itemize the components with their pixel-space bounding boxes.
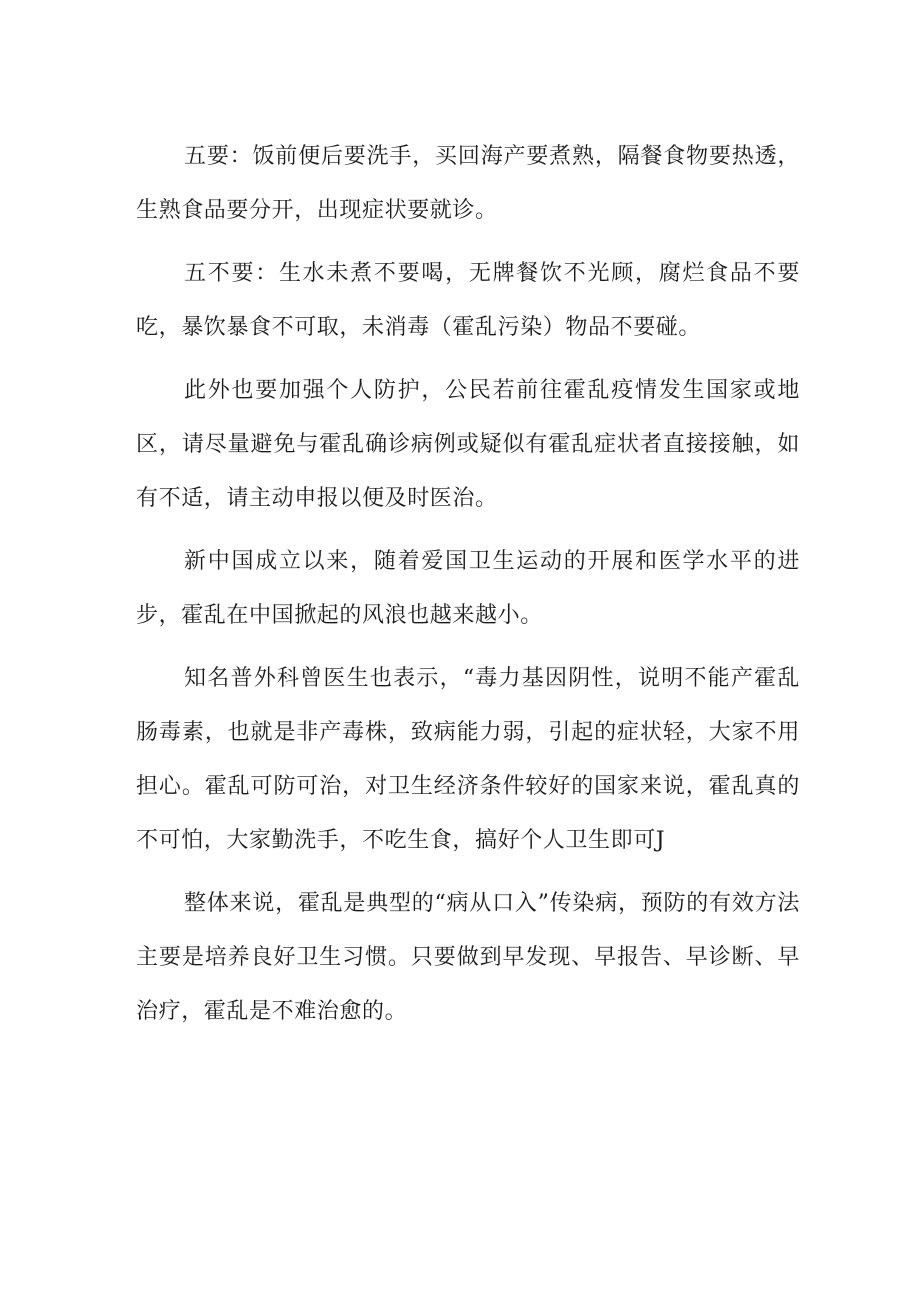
paragraph-five-dos: 五要：饭前便后要洗手，买回海产要煮熟，隔餐食物要热透，生熟食品要分开，出现症状要就诊。	[136, 144, 800, 223]
paragraph-doctor-quote: 知名普外科曾医生也表示，“毒力基因阴性，说明不能产霍乱肠毒素，也就是非产毒株，致病能力弱，引起的症状轻，大家不用担心。霍乱可防可治，对卫生经济条件较好的国家来说，霍乱真的不可怕，大家勤洗手，不吃生食，搞好个人卫生即可J	[136, 666, 800, 853]
paragraph-history: 新中国成立以来，随着爱国卫生运动的开展和医学水平的进步，霍乱在中国掀起的风浪也越来越小。	[136, 549, 800, 628]
paragraph-personal-protection: 此外也要加强个人防护，公民若前往霍乱疫情发生国家或地区，请尽量避免与霍乱确诊病例或疑似有霍乱症状者直接接触，如有不适，请主动申报以便及时医治。	[136, 378, 800, 511]
paragraph-conclusion: 整体来说，霍乱是典型的“病从口入”传染病，预防的有效方法主要是培养良好卫生习惯。只要做到早发现、早报告、早诊断、早治疗，霍乱是不难治愈的。	[136, 891, 800, 1024]
paragraph-five-donts: 五不要：生水未煮不要喝，无牌餐饮不光顾，腐烂食品不要吃，暴饮暴食不可取，未消毒（霍乱污染）物品不要碰。	[136, 261, 800, 340]
document-body	[136, 130, 800, 1048]
